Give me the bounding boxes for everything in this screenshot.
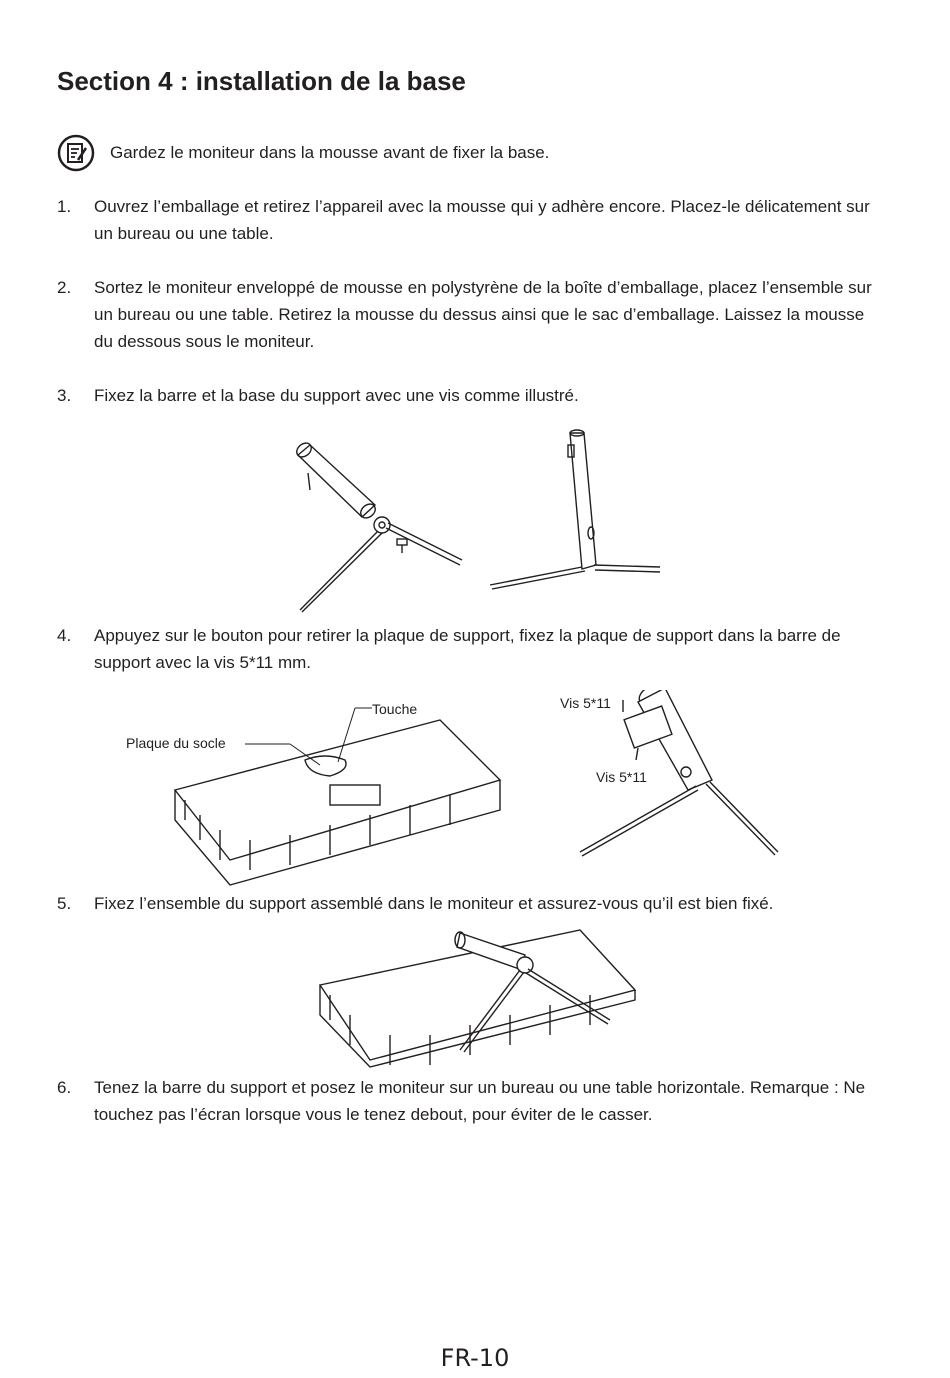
- figure-plate-removal: [120, 690, 790, 890]
- page-number: FR-10: [440, 1344, 510, 1372]
- step-text: Fixez la barre et la base du support avec une vis comme illustré.: [94, 386, 579, 405]
- figure-stand-attached: [310, 925, 640, 1070]
- label-vis-top: Vis 5*11: [560, 695, 611, 711]
- step-number: 5.: [57, 894, 72, 913]
- step-5: [57, 890, 877, 917]
- step-number: 2.: [57, 278, 72, 297]
- step-number: 1.: [57, 197, 72, 216]
- figure-stand-base-assembly: [280, 425, 680, 615]
- step-4: [57, 622, 877, 676]
- step-1: [57, 193, 877, 247]
- step-text: Tenez la barre du support et posez le moniteur sur un bureau ou une table horizontale. Remarque : Ne touchez pas l’écran lorsque vous le tenez debout, pour éviter de le casser.: [94, 1078, 866, 1124]
- label-touche: Touche: [372, 701, 418, 717]
- note-icon: [57, 134, 95, 172]
- step-text: Ouvrez l’emballage et retirez l’appareil avec la mousse qui y adhère encore. Placez-le délicatement sur un bureau ou une table.: [94, 197, 870, 243]
- label-vis-bottom: Vis 5*11: [596, 769, 647, 785]
- step-text: Sortez le moniteur enveloppé de mousse en polystyrène de la boîte d’emballage, placez l’ensemble sur un bureau ou une table. Retirez la mousse du dessus ainsi que le sac d’emballage. Laissez la mousse du dessous sous le moniteur.: [94, 278, 872, 351]
- step-number: 3.: [57, 386, 72, 405]
- note-text: Gardez le moniteur dans la mousse avant de fixer la base.: [110, 143, 550, 162]
- monitor-with-stand-illustration: [320, 930, 635, 1067]
- step-2: [57, 274, 877, 355]
- section-title: Section 4 : installation de la base: [57, 66, 466, 96]
- step-text: Appuyez sur le bouton pour retirer la plaque de support, fixez la plaque de support dans la barre de support avec la vis 5*11 mm.: [94, 626, 841, 672]
- step-3: [57, 382, 877, 409]
- step-text: Fixez l’ensemble du support assemblé dans le moniteur et assurez-vous qu’il est bien fixé.: [94, 894, 774, 913]
- step-number: 4.: [57, 626, 72, 645]
- note-callout: [57, 134, 907, 172]
- step-6: [57, 1074, 877, 1128]
- label-plaque-du-socle: Plaque du socle: [126, 735, 226, 751]
- step-number: 6.: [57, 1078, 72, 1097]
- assembled-stand-illustration: [490, 430, 660, 589]
- stand-bar-illustration: [294, 440, 462, 612]
